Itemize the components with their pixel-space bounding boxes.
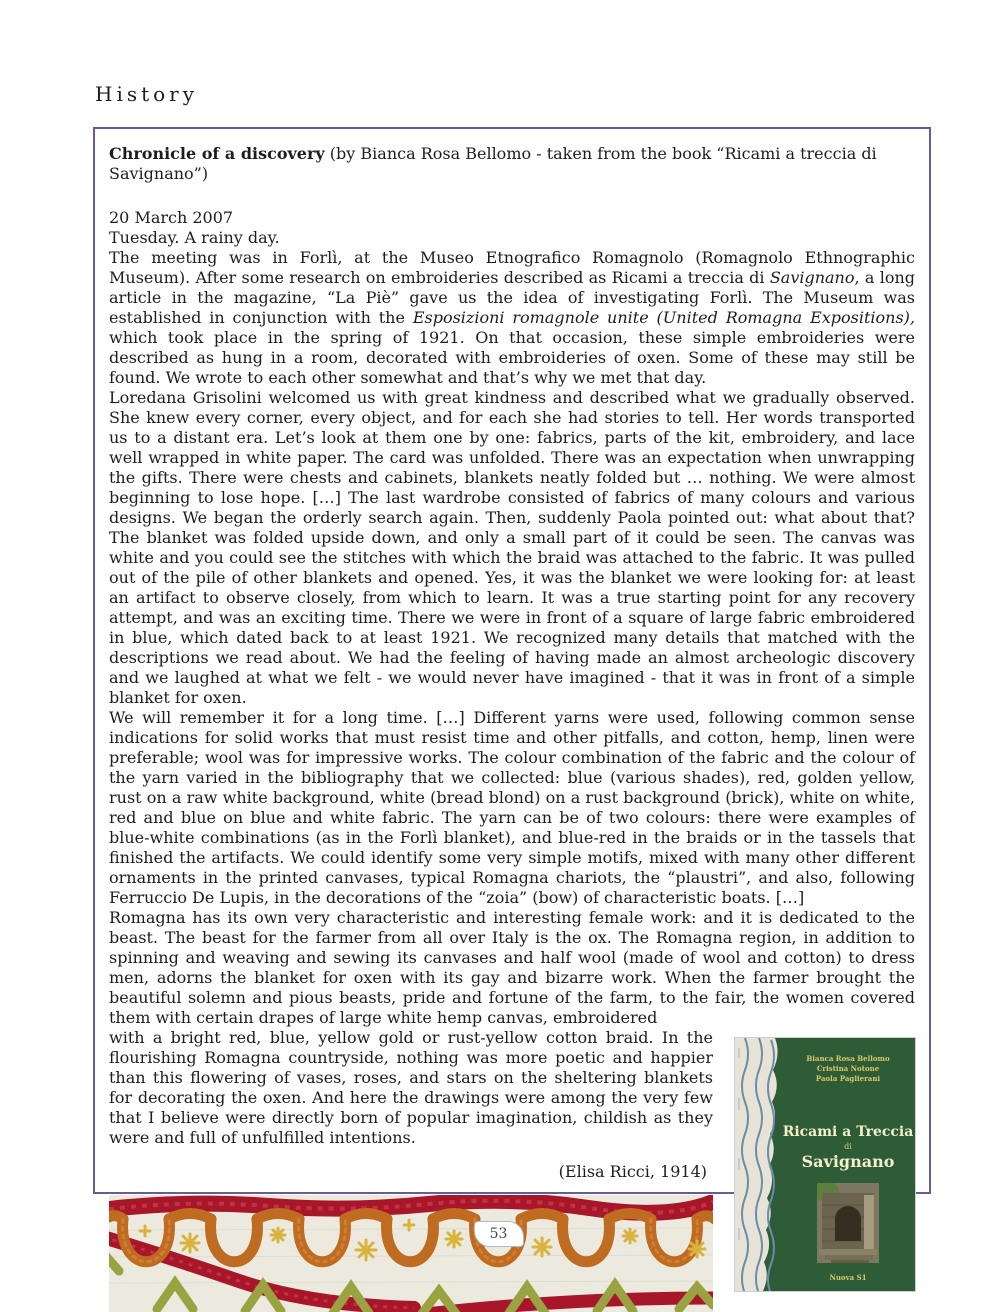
date-line: 20 March 2007 (109, 208, 234, 227)
paragraph-3: We will remember it for a long time. […] Different yarns were used, following common sense indications for solid works that must resist time and other pitfalls, and cotton, hemp, linen were preferable; wool was for impressive works. The colour combination of the fabric and the colour of the yarn varied in the bibliography that we collected: blue (various shades), red, golden yellow, rust on a raw white background, white (bread blond) on a rust background (brick), white on white, red and blue on blue and white fabric. The yarn can be of two colours: there were examples of blue-white combinations (as in the Forlì blanket), and blue-red in the braids or in the tassels that finished the artifacts. We could identify some very simple motifs, mixed with many other different ornaments in the printed canvases, typical Romagna chariots, the “plaustri”, and also, following Ferruccio De Lupis, in the decorations of the “zoia” (bow) of characteristic boats. […] (109, 708, 915, 907)
fabric-strip (735, 1038, 781, 1291)
cover-author-1: Bianca Rosa Bellomo (806, 1054, 890, 1063)
paragraph-4-wrapped: with a bright red, blue, yellow gold or rust-yellow cotton braid. In the flourishing Romagna countryside, nothing was more poetic and happier than this flowering of vases, roses, and stars on the sheltering blankets for decorating the oxen. And here the drawings were among the very few that I believe were directly born of popular imagination, childish as they were and full of unfulfilled intentions. (109, 1028, 713, 1147)
paragraph-2: Loredana Grisolini welcomed us with great kindness and described what we gradually observed. She knew every corner, every object, and for each she had stories to tell. Her words transported us to a distant era. Let’s look at them one by one: fabrics, parts of the kit, embroidery, and lace well wrapped in white paper. The card was unfolded. There was an expectation when unwrapping the gifts. There were chests and cabinets, blankets neatly folded but … nothing. We were almost beginning to lose hope. […] The last wardrobe consisted of fabrics of many colours and various designs. We began the orderly search again. Then, suddenly Paola pointed out: what about that? The blanket was folded upside down, and only a small part of it could be seen. The canvas was white and you could see the stitches with which the braid was attached to the fabric. It was pulled out of the pile of other blankets and opened. Yes, it was the blanket we were looking for: at least an artifact to observe closely, from which to learn. It was a true starting point for any recovery attempt, and was an exciting time. There we were in front of a square of large fabric embroidered in blue, which dated back to at least 1921. We recognized many details that matched with the descriptions we read about. We had the feeling of having made an almost archeologic discovery and we laughed at what we felt - we would never have imagined - that it was in front of a simple blanket for oxen. (109, 388, 915, 707)
cover-title-savignano: Savignano (801, 1152, 895, 1171)
bottom-section (109, 1028, 915, 1312)
article-title: Chronicle of a discovery (by Bianca Rosa Bellomo - taken from the book “Ricami a treccia di Savignano”) (109, 144, 877, 183)
cover-content (781, 1038, 915, 1291)
cover-title-di: di (844, 1142, 852, 1151)
cover-author-3: Paola Paglierani (815, 1074, 881, 1083)
paragraph-4: Romagna has its own very characteristic and interesting female work: and it is dedicated to the beast. The beast for the farmer from all over Italy is the ox. The Romagna region, in addition to spinning and weaving and sewing its canvases and half wool (made of wool and cotton) to dress men, adorns the blanket for oxen with its gay and bizarre work. When the farmer brought the beautiful solemn and pious beasts, pride and fortune of the farm, to the fair, the women covered them with certain drapes of large white hemp canvas, embroidered (109, 908, 915, 1027)
cover-author-2: Cristina Notone (816, 1064, 880, 1073)
day-line: Tuesday. A rainy day. (109, 228, 280, 247)
page-number-badge (474, 1221, 524, 1247)
cover-title: Ricami a Treccia (782, 1124, 914, 1140)
bottom-right-column (713, 1028, 915, 1312)
page-number: 53 (489, 1226, 508, 1242)
embroidery-photo (109, 1195, 713, 1312)
book-cover (735, 1038, 915, 1291)
attribution: (Elisa Ricci, 1914) (558, 1162, 707, 1181)
page-heading: History (95, 82, 199, 106)
paragraph-1: The meeting was in Forlì, at the Museo Etnografico Romagnolo (Romagnolo Ethnographic Museum). After some research on embroideries described as Ricami a treccia di Savignano, a long article in the magazine, “La Piè” gave us the idea of investigating Forlì. The Museum was established in conjunction with the Esposizioni romagnole unite (United Romagna Expositions), which took place in the spring of 1921. On that occasion, these simple embroideries were described as hung in a room, decorated with embroideries of oxen. Some of these may still be found. We wrote to each other somewhat and that’s why we met that day. (109, 248, 915, 387)
cover-publisher: Nuova S1 (829, 1273, 867, 1282)
bottom-left-column (109, 1028, 713, 1312)
cover-authors (781, 1054, 915, 1084)
ruins-photo (817, 1183, 879, 1263)
